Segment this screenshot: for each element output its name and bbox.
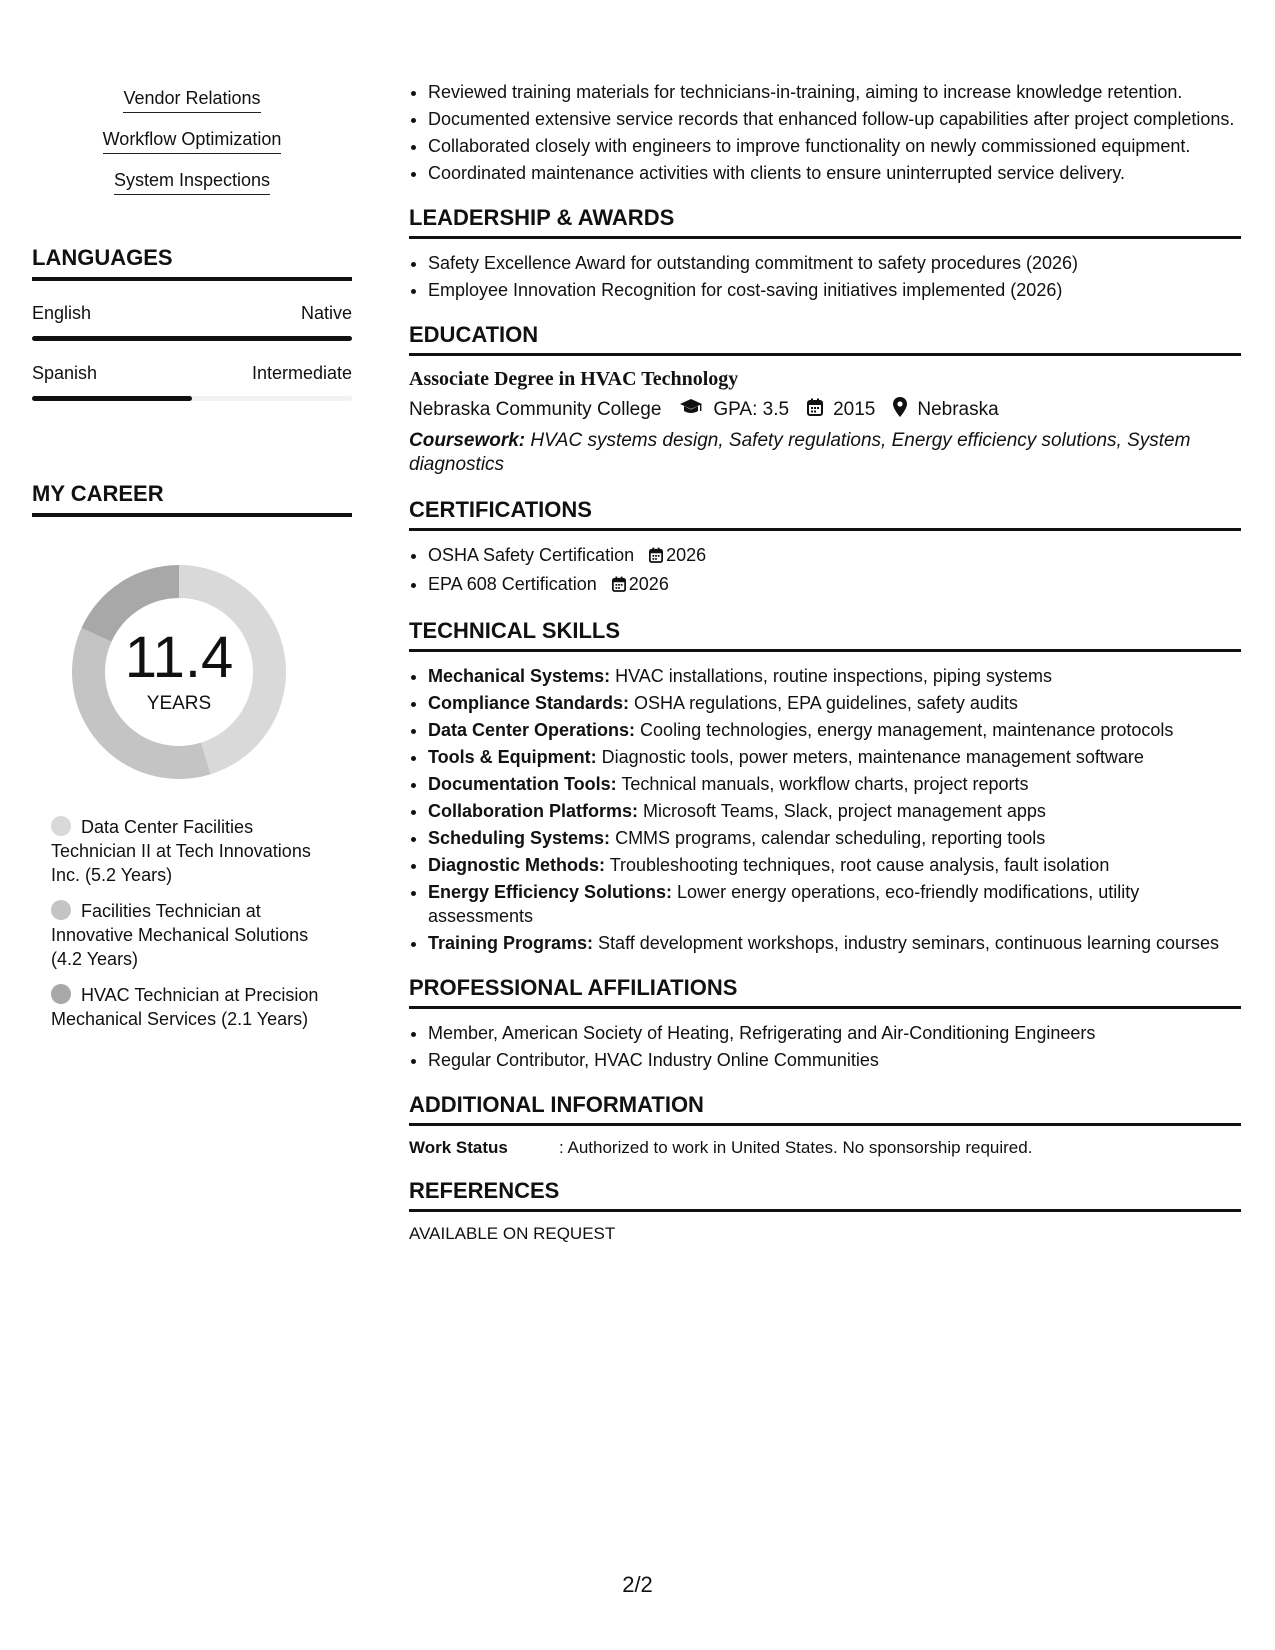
skill-details: Technical manuals, workflow charts, project reports [616, 774, 1029, 794]
language-bar [32, 396, 352, 401]
career-legend-label: Facilities Technician at Innovative Mechanical Solutions (4.2 Years) [51, 901, 309, 969]
language-name: Spanish [32, 363, 98, 383]
degree-title: Associate Degree in HVAC Technology [409, 368, 739, 390]
technical-skills-heading: TECHNICAL SKILLS [409, 618, 1241, 652]
legend-dot [51, 984, 71, 1004]
languages-section [32, 245, 352, 401]
technical-skill-item [428, 931, 1241, 955]
certification-item [428, 572, 1241, 598]
experience-bullet: • Reviewed training materials for technicians-in-training, aiming to increase knowledge retention. [428, 80, 1241, 104]
career-years-unit: YEARS [146, 693, 212, 714]
skill-details: Cooling technologies, energy management, maintenance protocols [635, 720, 1174, 740]
references-heading: REFERENCES [409, 1178, 1241, 1212]
certification-year: 2026 [628, 574, 669, 594]
graduation-cap-icon [679, 398, 703, 422]
education-meta [409, 397, 1241, 423]
certifications-section [409, 497, 1241, 598]
language-item [32, 303, 352, 341]
language-level: Native [300, 303, 352, 323]
legend-dot [51, 900, 71, 920]
work-status-label: Work Status [409, 1138, 508, 1157]
experience-bullet: • Collaborated closely with engineers to improve functionality on newly commissioned equipment. [428, 134, 1241, 158]
skill-category: Compliance Standards: [428, 693, 630, 713]
skill-tags [32, 88, 352, 195]
skill-category: Mechanical Systems: [428, 666, 611, 686]
graduation-year: 2015 [833, 399, 876, 420]
certification-name: EPA 608 Certification [428, 574, 597, 594]
right-column [409, 80, 1241, 1244]
coursework-label: Coursework: [409, 430, 526, 451]
skill-category: Collaboration Platforms: [428, 801, 639, 821]
skill-details: Lower energy operations, eco-friendly modifications, utility assessments [428, 882, 1140, 926]
school-location: Nebraska [917, 399, 999, 420]
award-item: • Employee Innovation Recognition for cost-saving initiatives implemented (2026) [428, 278, 1241, 302]
skill-details: HVAC installations, routine inspections, piping systems [610, 666, 1052, 686]
experience-bullet: • Documented extensive service records that enhanced follow-up capabilities after project completions. [428, 107, 1241, 131]
skill-category: Energy Efficiency Solutions: [428, 882, 673, 902]
affiliation-item: • Member, American Society of Heating, Refrigerating and Air-Conditioning Engineers [428, 1021, 1241, 1045]
skill-category: Data Center Operations: [428, 720, 636, 740]
language-bar-fill [32, 336, 352, 341]
career-section [32, 481, 352, 1031]
career-heading: MY CAREER [32, 481, 352, 517]
skill-category: Scheduling Systems: [428, 828, 611, 848]
gpa: GPA: 3.5 [713, 399, 790, 420]
legend-dot [51, 816, 71, 836]
career-donut-chart [66, 559, 292, 785]
technical-skill-item [428, 853, 1241, 877]
skill-category: Documentation Tools: [428, 774, 617, 794]
work-status-row [409, 1138, 1241, 1158]
language-level: Intermediate [251, 363, 352, 383]
language-bar [32, 336, 352, 341]
certification-item [428, 543, 1241, 569]
calendar-icon [649, 545, 663, 569]
career-legend-label: Data Center Facilities Technician II at Tech Innovations Inc. (5.2 Years) [51, 817, 311, 885]
skill-details: Microsoft Teams, Slack, project management apps [638, 801, 1046, 821]
skill-tag: Vendor Relations [123, 88, 260, 113]
language-item [32, 363, 352, 401]
experience-bullets [409, 80, 1241, 185]
certification-name: OSHA Safety Certification [428, 545, 635, 565]
education-section [409, 322, 1241, 477]
career-legend [32, 815, 352, 1031]
calendar-icon [612, 574, 626, 598]
skill-category: Diagnostic Methods: [428, 855, 606, 875]
affiliations-heading: PROFESSIONAL AFFILIATIONS [409, 975, 1241, 1009]
page-number: 2/2 [622, 1572, 653, 1597]
career-legend-item [51, 899, 341, 971]
language-bar-fill [32, 396, 192, 401]
skill-category: Tools & Equipment: [428, 747, 597, 767]
languages-heading: LANGUAGES [32, 245, 352, 281]
experience-bullet: • Coordinated maintenance activities with clients to ensure uninterrupted service delivery. [428, 161, 1241, 185]
skill-tag: Workflow Optimization [103, 129, 282, 154]
education-heading: EDUCATION [409, 322, 1241, 356]
map-pin-icon [893, 397, 907, 423]
technical-skill-item [428, 880, 1241, 928]
skill-details: Staff development workshops, industry seminars, continuous learning courses [593, 933, 1220, 953]
language-name: English [32, 303, 92, 323]
certifications-heading: CERTIFICATIONS [409, 497, 1241, 531]
leadership-section [409, 205, 1241, 302]
career-legend-item [51, 983, 341, 1031]
technical-skill-item [428, 826, 1241, 850]
skill-details: Diagnostic tools, power meters, maintenance management software [596, 747, 1144, 767]
award-item: • Safety Excellence Award for outstanding commitment to safety procedures (2026) [428, 251, 1241, 275]
leadership-heading: LEADERSHIP & AWARDS [409, 205, 1241, 239]
technical-skill-item [428, 718, 1241, 742]
skill-details: CMMS programs, calendar scheduling, reporting tools [610, 828, 1046, 848]
references-section [409, 1178, 1241, 1244]
coursework [409, 429, 1241, 477]
coursework-list: HVAC systems design, Safety regulations, Energy efficiency solutions, System diagnostics [409, 430, 1191, 475]
references-text: AVAILABLE ON REQUEST [409, 1224, 616, 1243]
school-name: Nebraska Community College [409, 399, 662, 420]
career-total-years: 11.4 [124, 625, 234, 690]
technical-skills-section [409, 618, 1241, 955]
career-legend-item [51, 815, 341, 887]
skill-category: Training Programs: [428, 933, 594, 953]
technical-skill-item [428, 664, 1241, 688]
additional-info-heading: ADDITIONAL INFORMATION [409, 1092, 1241, 1126]
affiliations-section [409, 975, 1241, 1072]
technical-skill-item [428, 745, 1241, 769]
work-status-value: : Authorized to work in United States. No sponsorship required. [559, 1138, 1033, 1157]
left-column [32, 80, 352, 1043]
affiliation-item: • Regular Contributor, HVAC Industry Online Communities [428, 1048, 1241, 1072]
calendar-icon [807, 398, 823, 422]
skill-tag: System Inspections [114, 170, 270, 195]
technical-skill-item [428, 799, 1241, 823]
skill-details: OSHA regulations, EPA guidelines, safety audits [629, 693, 1018, 713]
career-legend-label: HVAC Technician at Precision Mechanical Services (2.1 Years) [51, 985, 319, 1029]
additional-info-section [409, 1092, 1241, 1158]
technical-skill-item [428, 772, 1241, 796]
technical-skill-item [428, 691, 1241, 715]
certification-year: 2026 [666, 545, 707, 565]
skill-details: Troubleshooting techniques, root cause analysis, fault isolation [605, 855, 1110, 875]
